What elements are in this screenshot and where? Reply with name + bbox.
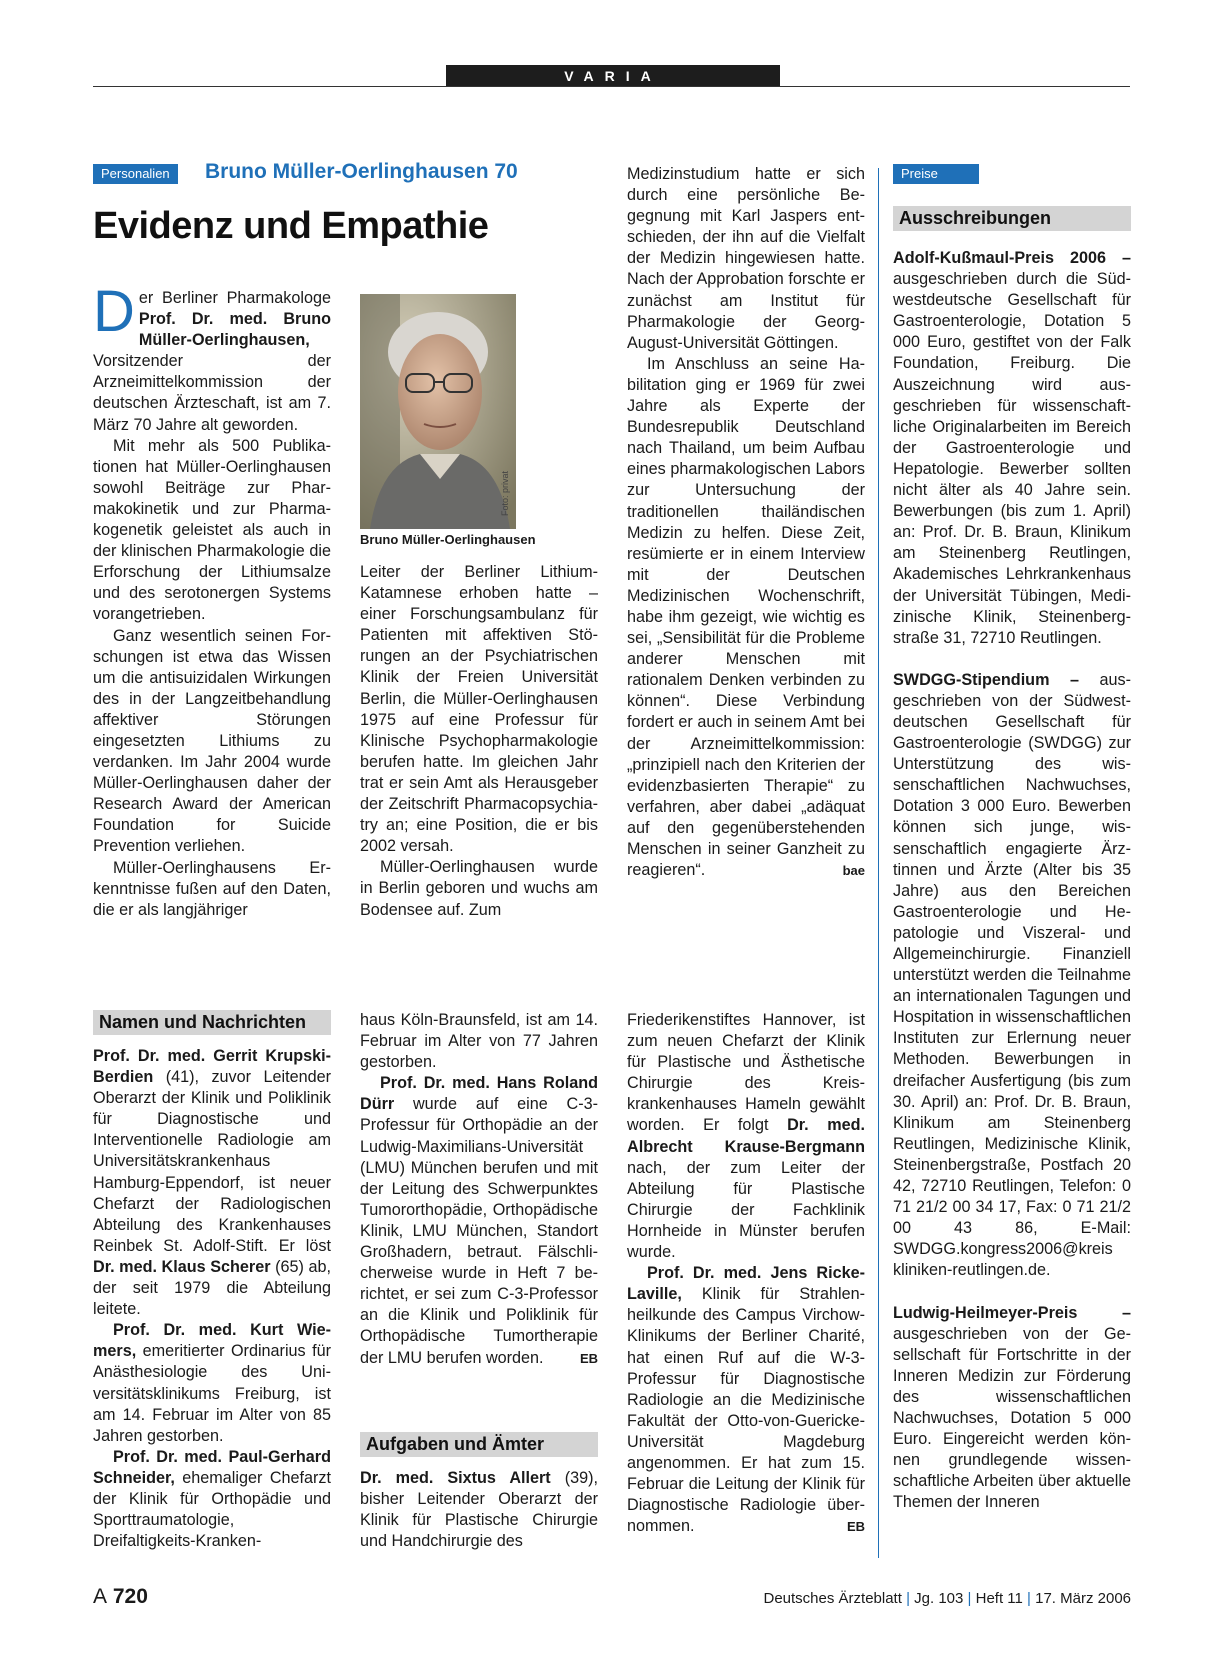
footer-separator: | bbox=[967, 1590, 972, 1607]
personalien-tag: Personalien bbox=[93, 164, 178, 184]
article-column-2 bbox=[360, 562, 598, 921]
namen-column-3: Friederikenstiftes Hannover, ist zum neuen Chefarzt der Klinik für Plastische und Ästhetische Chirurgie des Kreiskrankenhauses Hameln gewählt worden. Er folgt Dr. med. Albrecht Krause-Bergmann nach, der zum Leiter der Abteilung für Plastische Chirurgie der Fachklinik Hornheide in Münster berufen wurde. Prof. Dr. med. Jens Ricke-Laville, Klinik für Strahlenheilkunde des Campus Virchow-Klinikums der Berliner Charité, hat einen Ruf auf die W-3-Professur für Diagnostische Radiologie an die Medizinische Fakultät der Otto-von-Guericke-Universität Magdeburg angenommen. Er hat zum 15. Februar die Leitung der Klinik für Diagnostische Radiologie übernommen. EB bbox=[627, 1010, 865, 1537]
aemter-column: Dr. med. Sixtus Allert (39), bisher Leitender Oberarzt der Klinik für Plastische Chirurgie und Handchirurgie des bbox=[360, 1469, 598, 1551]
preise-tag: Preise bbox=[893, 164, 979, 184]
paragraph: Im Anschluss an seine Habilitation ging er 1969 für zwei Jahre als Experte der Bundesrepublik Deutschland nach Thailand, um beim Aufbau eines pharmakologischen Labors zur Untersuchung der traditionellen thailändischen Medizin zu helfen. Diese Zeit, resümierte er in einem Interview mit der Deutschen Medizinischen Wochenschrift, habe ihm gezeigt, wie wichtig es sei, „Sensibilität für die Probleme anderer Menschen mit rationalem Denken verbinden zu können“. Diese Verbindung fordert er auch in seinem Amt bei der Arzneimittelkommission: „prinzipiell nach den Kriterien der evidenzbasierten Therapie“ zu verfahren, aber dabei „adäquat auf den gegenüberstehenden Menschen in seiner Ganzheit zu reagieren“. bae bbox=[627, 354, 865, 881]
person-name: Prof. Dr. med. Paul-Gerhard Schneider, bbox=[93, 1447, 331, 1487]
header-rule bbox=[93, 86, 1130, 87]
paragraph: Müller-Oerlinghausens Erkenntnisse fußen auf den Daten, die er als langjähriger bbox=[93, 858, 331, 919]
person-name: Prof. Dr. med. Bruno Müller-Oerlinghausen, bbox=[138, 310, 331, 350]
footer-separator: | bbox=[1027, 1590, 1031, 1607]
prize-name: Ludwig-Heilmeyer-Preis – bbox=[893, 1303, 1131, 1322]
portrait-photo bbox=[360, 294, 516, 529]
paragraph: Medizinstudium hatte er sich durch eine persönliche Begegnung mit Karl Jaspers entschieden, der ihn auf die Vielfalt der Medizin hingewiesen hatte. Nach der Approbation forschte er zunächst am Institut für Pharmakologie der Georg-August-Universität Göttingen. bbox=[627, 165, 865, 352]
author-signature: EB bbox=[846, 1519, 865, 1535]
author-signature: bae bbox=[842, 863, 865, 879]
namen-column-2: haus Köln-Braunsfeld, ist am 14. Februar im Alter von 77 Jahren gestorben. Prof. Dr. med. Hans Roland Dürr wurde auf eine C-3-Professur für Orthopädie an der Ludwig-Maximilians-Universität (LMU) München berufen und mit der Leitung des Schwerpunktes Tumororthopädie, Orthopädische Klinik, LMU München, Standort Großhadern, betraut. Fälschlicherweise wurde in Heft 7 berichtet, er sei zum C-3-Professor an die Klinik und Poliklinik für Orthopädische Tumortherapie der LMU berufen worden. EB bbox=[360, 1010, 598, 1369]
article-kicker: Bruno Müller-Oerlinghausen 70 bbox=[205, 160, 518, 183]
drop-cap: D bbox=[93, 279, 135, 344]
prize-name: Adolf-Kußmaul-Preis 2006 – bbox=[893, 249, 1131, 267]
preise-column: Adolf-Kußmaul-Preis 2006 – ausgeschrieben durch die Südwestdeutsche Gesellschaft für Gastroenterologie, Dotation 5 000 Euro, gestiftet von der Falk Foundation, Freiburg. Die Auszeichnung wird ausgeschrieben für wissenschaftliche Originalarbeiten im Bereich der Gastroenterologie und Hepatologie. Bewerber sollten nicht älter als 40 Jahre sein. Bewerbungen (bis zum 1. April) an: Prof. Dr. B. Braun, Klinikum am Steinenberg Reutlingen, Akademisches Lehrkrankenhaus der Universität Tübingen, Medizinische Klinik, Steinenbergstraße 31, 72710 Reutlingen. SWDGG-Stipendium – ausgeschrieben von der Südwestdeutschen Gesellschaft für Gastroenterologie (SWDGG) zur Unterstützung des wissenschaftlichen Nachwuchses, Dotation 3 000 Euro. Bewerben können sich junge, wissenschaftlich engagierte Ärztinnen und Ärzte (Alter bis 35 Jahre) aus den Bereichen Gastroenterologie und Hepatologie und Viszeral- und Allgemeinchirurgie. Finanziell unterstützt werden die Teilnahme an internationalen Tagungen und Hospitation in wissenschaftlichen Instituten zur Erlernung neuer Methoden. Bewerbungen in dreifacher Ausfertigung (bis zum 30. April) an: Prof. Dr. B. Braun, Klinikum am Steinenberg Reutlingen, Medizinische Klinik, Steinenbergstraße, Postfach 20 42, 72710 Reutlingen, Telefon: 0 71 21/2 00 34 17, Fax: 0 71 21/2 00 43 86, E-Mail: SWDGG.kongress2006@kreis kliniken-reutlingen.de. Ludwig-Heilmeyer-Preis – ausgeschrieben von der Gesellschaft für Fortschritte in der Inneren Medizin zur Förderung des wissenschaftlichen Nachwuchses, Dotation 5 000 Euro. Eingereicht werden können grundlegende wissenschaftliche Arbeiten über aktuelle Themen der Inneren bbox=[893, 249, 1131, 1512]
aemter-section-title: Aufgaben und Ämter bbox=[360, 1432, 598, 1457]
person-name: Prof. Dr. med. Hans Roland Dürr bbox=[360, 1074, 598, 1114]
photo-credit: Foto: privat bbox=[500, 470, 510, 516]
footer-separator: | bbox=[906, 1590, 910, 1607]
section-label: VARIA bbox=[446, 65, 780, 87]
journal-name: Deutsches Ärzteblatt bbox=[763, 1590, 902, 1607]
issue-date: 17. März 2006 bbox=[1035, 1590, 1131, 1607]
volume: Jg. 103 bbox=[914, 1590, 964, 1607]
namen-section-title: Namen und Nachrichten bbox=[93, 1010, 331, 1035]
footer-citation bbox=[763, 1590, 1131, 1607]
paragraph: haus Köln-Braunsfeld, ist am 14. Februar im Alter von 77 Jahren gestorben. bbox=[360, 1011, 598, 1072]
article-column-3 bbox=[627, 164, 865, 881]
preise-section-title: Ausschreibungen bbox=[893, 206, 1131, 231]
person-name: Prof. Dr. med. Jens Ricke-Laville, bbox=[627, 1264, 865, 1304]
paragraph: Müller-Oerlinghausen wurde in Berlin geboren und wuchs am Bodensee auf. Zum bbox=[360, 858, 598, 919]
article-column-1: Der Berliner Pharmakologe Prof. Dr. med. Bruno Müller-Oerlinghausen, Vorsitzender der Arzneimittelkommission der deutschen Ärzteschaft, ist am 7. März 70 Jahre alt geworden. Mit mehr als 500 Publikationen hat Müller-Oerlinghausen sowohl Beiträge zur Pharmakokinetik und zur Pharmakogenetik geleistet als auch in der klinischen Pharmakologie die Erforschung der Lithiumsalze und des serotonergen Systems vorangetrieben. Ganz wesentlich seinen Forschungen ist etwa das Wissen um die antisuizidalen Wirkungen des in der Langzeitbehandlung affektiver Störungen eingesetzten Lithiums zu verdanken. Im Jahr 2004 wurde Müller-Oerlinghausen daher der Research Award der American Foundation for Suicide Prevention verliehen. Müller-Oerlinghausens Erkenntnisse fußen auf den Daten, die er als langjähriger bbox=[93, 288, 331, 921]
person-name: Dr. med. Sixtus Allert bbox=[360, 1469, 551, 1487]
author-signature: EB bbox=[579, 1350, 598, 1366]
page-number: A 720 bbox=[93, 1585, 148, 1608]
person-name: Dr. med. Klaus Scherer bbox=[93, 1257, 271, 1276]
person-name: Prof. Dr. med. Kurt Wiemers, bbox=[93, 1321, 331, 1361]
namen-column-1: Prof. Dr. med. Gerrit Krupski-Berdien (41), zuvor Leitender Oberarzt der Klinik und Poliklinik für Diagnostische und Interventionelle Radiologie am Universitätskrankenhaus Hamburg-Eppendorf, ist neuer Chefarzt der Radiologischen Abteilung des Krankenhauses Reinbek St. Adolf-Stift. Er löst Dr. med. Klaus Scherer (65) ab, der seit 1979 die Abteilung leitete. Prof. Dr. med. Kurt Wiemers, emeritierter Ordinarius für Anästhesiologie des Universitätsklinikums Freiburg, ist am 14. Februar im Alter von 85 Jahren gestorben. Prof. Dr. med. Paul-Gerhard Schneider, ehemaliger Chefarzt der Klinik für Orthopädie und Sporttraumatologie, Dreifaltigkeits-Kranken- bbox=[93, 1047, 331, 1551]
paragraph: Ganz wesentlich seinen Forschungen ist etwa das Wissen um die antisuizidalen Wirkungen des in der Langzeitbehandlung affektiver Störungen eingesetzten Lithiums zu verdanken. Im Jahr 2004 wurde Müller-Oerlinghausen daher der Research Award der American Foundation for Suicide Prevention verliehen. bbox=[93, 626, 331, 856]
person-name: Dr. med. Albrecht Krause-Bergmann bbox=[627, 1116, 865, 1156]
person-name: Prof. Dr. med. Gerrit Krupski-Berdien bbox=[93, 1047, 331, 1087]
prize-name: SWDGG-Stipendium – bbox=[893, 670, 1079, 689]
column-divider bbox=[878, 168, 879, 1558]
paragraph: Mit mehr als 500 Publikationen hat Müller-Oerlinghausen sowohl Beiträge zur Pharmakokinetik und zur Pharmakogenetik geleistet als auch in der klinischen Pharmakologie die Erforschung der Lithiumsalze und des serotonergen Systems vorangetrieben. bbox=[93, 436, 331, 624]
paragraph: Leiter der Berliner Lithium-Katamnese erhoben hatte – einer Forschungsambulanz für Patienten mit affektiven Störungen an der Psychiatrischen Klinik der Freien Universität Berlin, die Müller-Oerlinghausen 1975 auf eine Professur für Klinische Psychopharmakologie berufen hatte. Im gleichen Jahr trat er sein Amt als Herausgeber der Zeitschrift Pharmacopsychiatry an; eine Position, die er bis 2002 versah. bbox=[360, 563, 598, 856]
photo-caption: Bruno Müller-Oerlinghausen bbox=[360, 532, 536, 547]
article-headline: Evidenz und Empathie bbox=[93, 205, 489, 247]
issue: Heft 11 bbox=[975, 1590, 1023, 1607]
portrait-image bbox=[360, 294, 516, 529]
